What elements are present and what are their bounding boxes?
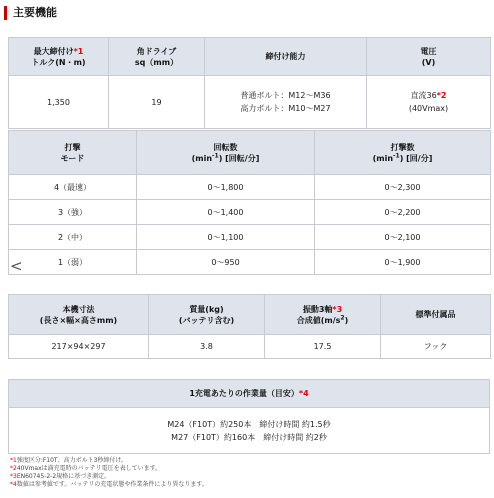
footnote: *1強度区分:F10T、高力ボルト3秒締付け。 xyxy=(10,457,128,464)
header-workload: 1充電あたりの作業量（目安）*4 xyxy=(9,380,490,408)
footnote: *4数値は参考値です。バッテリの充電状態や作業条件により異なります。 xyxy=(10,481,208,488)
table-row xyxy=(9,200,491,225)
mode-cell: 3（強） xyxy=(9,200,137,225)
footnote: *3EN60745-2-2規格に基づき測定。 xyxy=(10,473,111,480)
mode-cell: 4（最速） xyxy=(9,175,137,200)
footnote: *240Vmaxは満充電時のバッテリ電圧を表しています。 xyxy=(10,465,162,472)
value-dimensions: 217×94×297 xyxy=(9,335,149,359)
value-voltage: 直流36*2 (40Vmax) xyxy=(367,76,491,129)
rpm-cell: 0〜1,800 xyxy=(137,175,315,200)
value-square-drive: 19 xyxy=(109,76,205,129)
ipm-cell: 0〜2,100 xyxy=(315,225,491,250)
mode-cell: 2（中） xyxy=(9,225,137,250)
header-mass: 質量(kg) (バッテリ含む) xyxy=(149,295,265,335)
value-mass: 3.8 xyxy=(149,335,265,359)
header-tightening-capacity: 締付け能力 xyxy=(205,38,367,76)
table-row xyxy=(9,225,491,250)
table-row xyxy=(9,175,491,200)
ipm-cell: 0〜1,900 xyxy=(315,250,491,275)
footnotes xyxy=(10,457,208,489)
impact-mode-table xyxy=(8,130,491,275)
workload-table xyxy=(8,379,490,454)
header-square-drive: 角ドライブ sq（mm） xyxy=(109,38,205,76)
header-vibration: 振動3軸*3 合成値$(m/s^2)$ xyxy=(265,295,381,335)
rpm-cell: 0〜1,100 xyxy=(137,225,315,250)
header-max-torque: 最大締付け*1 トルク(N・m) xyxy=(9,38,109,76)
header-voltage: 電圧 (V) xyxy=(367,38,491,76)
header-accessories: 標準付属品 xyxy=(381,295,491,335)
value-workload: M24（F10T）約250本 締付け時間 約1.5秒 M27（F10T）約160本 締付け時間 約2秒 xyxy=(9,408,490,454)
header-dimensions: 本機寸法 (長さ×幅×高さmm) xyxy=(9,295,149,335)
table-row xyxy=(9,250,491,275)
rpm-cell: 0〜1,400 xyxy=(137,200,315,225)
header-impact-mode: 打撃 モード xyxy=(9,131,137,175)
rpm-cell: 0〜950 xyxy=(137,250,315,275)
body-spec-table xyxy=(8,294,491,359)
section-title: 主要機能 xyxy=(4,6,57,20)
header-impact-rate: 打撃数 $(\min^{-1})$ [回/分] xyxy=(315,131,491,175)
value-max-torque: 1,350 xyxy=(9,76,109,129)
ipm-cell: 0〜2,200 xyxy=(315,200,491,225)
value-tightening-capacity: 普通ボルト：M12〜M36 高力ボルト：M10〜M27 xyxy=(205,76,367,129)
spec-table xyxy=(8,37,491,129)
value-vibration: 17.5 xyxy=(265,335,381,359)
prev-arrow-icon[interactable]: < xyxy=(10,257,23,275)
mode-cell: 1（弱） xyxy=(9,250,137,275)
value-accessory: フック xyxy=(381,335,491,359)
header-rotation-speed: 回転数 $(\min^{-1})$ [回転/分] xyxy=(137,131,315,175)
ipm-cell: 0〜2,300 xyxy=(315,175,491,200)
